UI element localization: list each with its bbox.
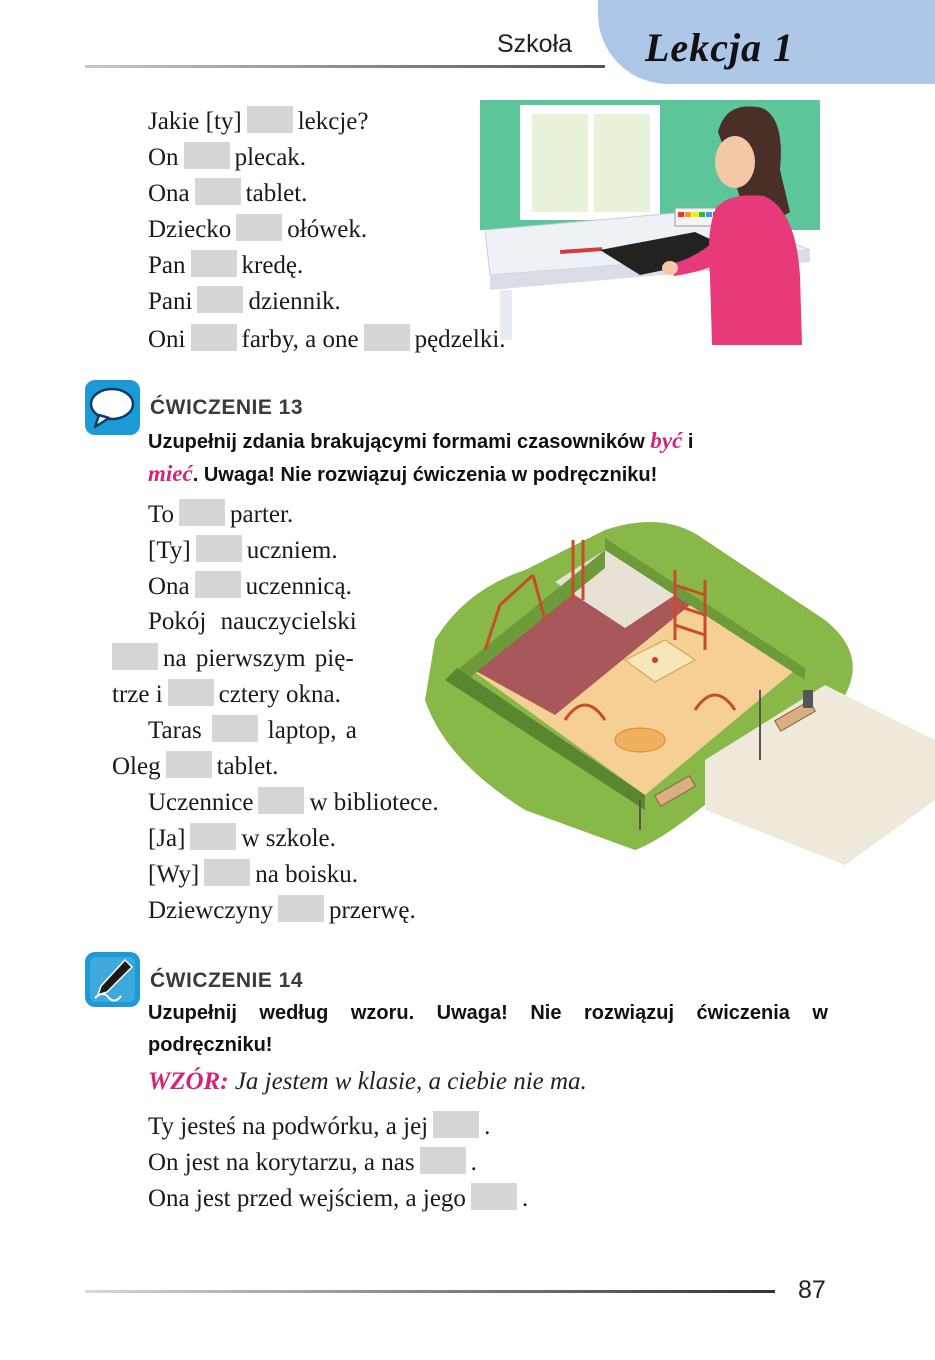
- answer-blank[interactable]: [112, 643, 158, 670]
- exercise-line: [Ja] w szkole.: [148, 825, 336, 852]
- exercise-line: Oni farby, a one pędzelki.: [148, 326, 506, 353]
- exercise-14-title: ĆWICZENIE 14: [150, 969, 304, 992]
- answer-blank[interactable]: [195, 178, 241, 205]
- example-label: WZÓR:: [148, 1068, 229, 1095]
- header-divider: [85, 65, 605, 68]
- answer-blank[interactable]: [166, 751, 212, 778]
- exercise-13-instruction: Uzupełnij zdania brakującymi formami czasowników być i mieć. Uwaga! Nie rozwiązuj ćwiczenia w podręczniku!: [148, 428, 694, 486]
- exercise-line: Taras laptop, a: [148, 717, 357, 744]
- section-name: Szkoła: [497, 30, 573, 58]
- exercise-line: Uczennice w bibliotece.: [148, 789, 439, 816]
- exercise-line: On jest na korytarzu, a nas .: [148, 1149, 477, 1176]
- exercise-line: Jakie [ty] lekcje?: [148, 108, 369, 135]
- answer-blank[interactable]: [236, 214, 282, 241]
- answer-blank[interactable]: [420, 1147, 466, 1174]
- example-sentence: WZÓR: Ja jestem w klasie, a ciebie nie ma.: [148, 1068, 587, 1095]
- exercise-line: Ona uczennicą.: [148, 573, 352, 600]
- exercise-line: Oleg tablet.: [112, 753, 279, 780]
- exercise-line: na pierwszym pię-: [112, 643, 354, 674]
- answer-blank[interactable]: [195, 571, 241, 598]
- page-number: 87: [798, 1276, 826, 1304]
- answer-blank[interactable]: [168, 679, 214, 706]
- exercise-line: On plecak.: [148, 144, 307, 171]
- speech-bubble-icon: [85, 380, 140, 435]
- answer-blank[interactable]: [204, 859, 250, 886]
- exercise-line: To parter.: [148, 501, 294, 528]
- answer-blank[interactable]: [364, 324, 410, 351]
- exercise-line: [Ty] uczniem.: [148, 537, 338, 564]
- verb-miec: mieć: [148, 461, 193, 486]
- exercise-14-instruction: Uzupełnij według wzoru. Uwaga! Nie rozwiązuj ćwiczenia w podręczniku!: [148, 1002, 828, 1056]
- exercise-13-title: ĆWICZENIE 13: [150, 396, 304, 419]
- answer-blank[interactable]: [179, 499, 225, 526]
- exercise-line: Ona jest przed wejściem, a jego .: [148, 1185, 529, 1212]
- lesson-title: Lekcja 1: [645, 25, 795, 70]
- pen-icon: [85, 952, 140, 1007]
- answer-blank[interactable]: [247, 106, 293, 133]
- answer-blank[interactable]: [433, 1111, 479, 1138]
- exercise-line: Pani dziennik.: [148, 288, 341, 315]
- exercise-line: Pokój nauczycielski: [148, 608, 357, 635]
- answer-blank[interactable]: [190, 823, 236, 850]
- answer-blank[interactable]: [278, 895, 324, 922]
- exercise-line: Pan kredę.: [148, 252, 304, 279]
- answer-blank[interactable]: [212, 715, 258, 742]
- verb-byc: być: [650, 428, 683, 453]
- answer-blank[interactable]: [191, 250, 237, 277]
- answer-blank[interactable]: [197, 286, 243, 313]
- exercise-line: [Wy] na boisku.: [148, 861, 359, 888]
- girl-at-desk-illustration: [480, 100, 820, 345]
- answer-blank[interactable]: [191, 324, 237, 351]
- answer-blank[interactable]: [471, 1183, 517, 1210]
- answer-blank[interactable]: [184, 142, 230, 169]
- exercise-line: Dziewczyny przerwę.: [148, 897, 416, 924]
- footer-divider: [85, 1290, 775, 1293]
- exercise-line: Ona tablet.: [148, 180, 308, 207]
- answer-blank[interactable]: [258, 787, 304, 814]
- answer-blank[interactable]: [196, 535, 242, 562]
- playground-illustration: [405, 510, 935, 870]
- exercise-line: Dziecko ołówek.: [148, 216, 368, 243]
- exercise-line: trze i cztery okna.: [112, 681, 341, 708]
- exercise-line: Ty jesteś na podwórku, a jej .: [148, 1113, 491, 1140]
